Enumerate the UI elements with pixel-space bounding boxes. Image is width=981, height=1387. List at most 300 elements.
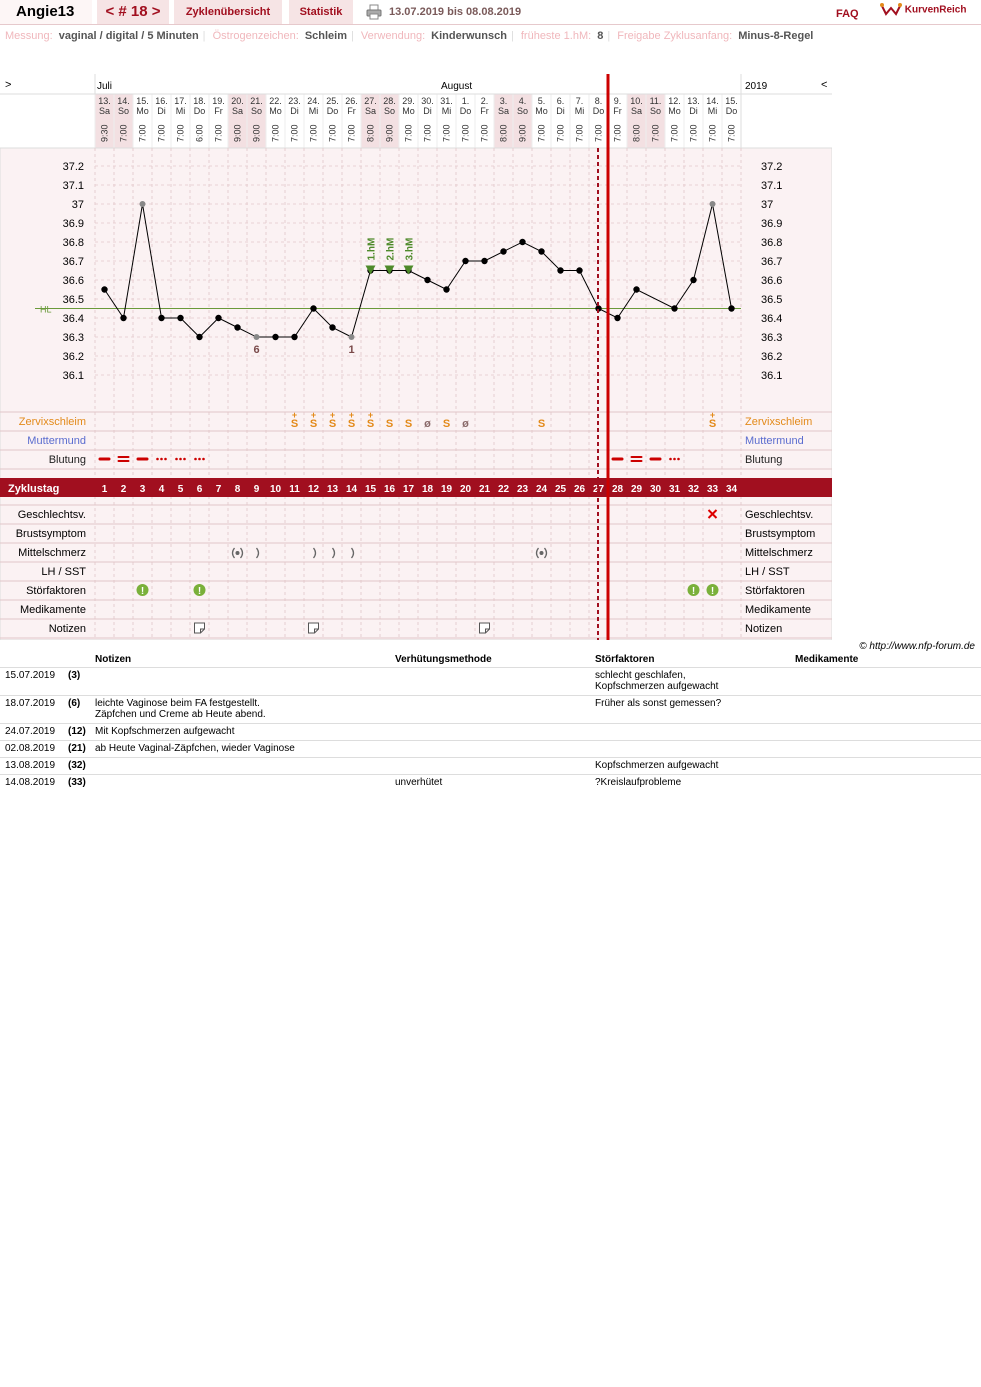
- meta-key: Freigabe Zyklusanfang:: [617, 30, 733, 42]
- day-weekday: Do: [326, 106, 339, 116]
- y-tick-left: 36.9: [62, 218, 84, 230]
- cervix-symbol: S: [442, 418, 451, 430]
- bleeding-spot: [179, 458, 182, 461]
- cervix-symbol: ø: [424, 418, 431, 430]
- cycle-day-number: 21: [478, 484, 491, 495]
- cycle-day-number: 5: [177, 484, 184, 495]
- day-weekday: Mi: [175, 106, 186, 116]
- top-bar: [0, 0, 981, 25]
- day-date: 25.: [326, 96, 339, 106]
- cycle-day-number: 14: [345, 484, 358, 495]
- day-date: 17.: [174, 96, 187, 106]
- day-date: 23.: [288, 96, 301, 106]
- note-stoer: ?Kreislaufprobleme: [595, 777, 682, 788]
- notes-header: Notizen: [95, 654, 132, 665]
- temperature-point: [329, 324, 335, 330]
- cycle-day-number: 31: [668, 484, 681, 495]
- day-time: 7:00: [441, 124, 452, 142]
- cycle-day-number: 29: [630, 484, 643, 495]
- day-time: 7:00: [536, 124, 547, 142]
- day-time: 9:00: [517, 124, 528, 142]
- day-date: 16.: [155, 96, 168, 106]
- logo[interactable]: [880, 2, 966, 18]
- row-label-left: Mittelschmerz: [18, 547, 86, 559]
- day-time: 7:00: [707, 124, 718, 142]
- row-label-right: Zervixschleim: [745, 416, 813, 428]
- meta-value: 8: [597, 30, 604, 42]
- bleeding-heavy: [631, 460, 643, 462]
- note-cycle-day: (33): [68, 777, 86, 788]
- y-tick-left: 36.7: [62, 256, 84, 268]
- tab-statistik[interactable]: Statistik: [289, 0, 353, 24]
- cycle-day-number: 28: [611, 484, 624, 495]
- day-weekday: Di: [689, 106, 698, 116]
- header-right: [741, 94, 832, 148]
- day-time: 8:00: [365, 124, 376, 142]
- day-time: 7:00: [688, 124, 699, 142]
- y-tick-left: 36.5: [62, 294, 84, 306]
- cycle-day-number: 20: [459, 484, 472, 495]
- temperature-point: [424, 277, 430, 283]
- note-stoer: schlecht geschlafen, Kopfschmerzen aufgewacht: [595, 670, 719, 692]
- day-date: 27.: [364, 96, 377, 106]
- bleeding-spot: [194, 458, 197, 461]
- cervix-symbol: S: [537, 418, 546, 430]
- bleeding-spot: [175, 458, 178, 461]
- temperature-point: [519, 239, 525, 245]
- excluded-temperature-point: [710, 201, 716, 207]
- excluded-temperature-point: [140, 201, 146, 207]
- cervix-plus: +: [329, 410, 336, 420]
- cervix-plus: +: [709, 410, 716, 420]
- day-time: 7:00: [175, 124, 186, 142]
- temperature-point: [557, 267, 563, 273]
- pain-icon: [236, 551, 240, 555]
- temperature-point: [101, 286, 107, 292]
- y-tick-left: 36.1: [62, 370, 84, 382]
- day-weekday: Di: [290, 106, 299, 116]
- day-weekday: So: [117, 106, 130, 116]
- month-label: Juli: [97, 81, 113, 92]
- note-date: 14.08.2019: [5, 777, 56, 788]
- cycle-day-number: 19: [440, 484, 453, 495]
- day-weekday: Mo: [668, 106, 681, 116]
- notes-row: [0, 774, 981, 792]
- y-tick-right: 36.5: [761, 294, 783, 306]
- day-time: 8:00: [631, 124, 642, 142]
- day-weekday: Sa: [364, 106, 377, 116]
- cervix-symbol: S: [366, 418, 375, 430]
- y-tick-left: 36.4: [62, 313, 84, 325]
- cervix-plus: +: [310, 410, 317, 420]
- day-weekday: Mo: [269, 106, 282, 116]
- temperature-point: [633, 286, 639, 292]
- day-date: 30.: [421, 96, 434, 106]
- y-tick-left: 37.1: [62, 180, 84, 192]
- cycle-day-number: 33: [706, 484, 719, 495]
- hm-label: 1.hM: [366, 237, 378, 261]
- day-time: 9:00: [251, 124, 262, 142]
- temperature-point: [310, 305, 316, 311]
- notes-row: [0, 695, 981, 724]
- meta-key: Verwendung:: [360, 30, 426, 42]
- logo-icon: [880, 2, 902, 18]
- meta-value: vaginal / digital / 5 Minuten: [58, 30, 199, 42]
- notes-row: [0, 723, 981, 741]
- temperature-point: [196, 334, 202, 340]
- day-weekday: Do: [459, 106, 472, 116]
- day-date: 28.: [383, 96, 396, 106]
- bleeding-medium: [650, 458, 662, 461]
- day-date: 3.: [499, 96, 508, 106]
- row-label-left: Notizen: [48, 623, 86, 635]
- day-weekday: So: [649, 106, 662, 116]
- cycle-day-number: 26: [573, 484, 586, 495]
- day-date: 13.: [98, 96, 111, 106]
- bleeding-spot: [202, 458, 205, 461]
- cycle-day-number: 1: [101, 484, 108, 495]
- day-weekday: Sa: [98, 106, 111, 116]
- row-label-right: Medikamente: [745, 604, 812, 616]
- day-weekday: Fr: [214, 106, 223, 116]
- day-time: 7:00: [213, 124, 224, 142]
- header-left: [0, 94, 95, 148]
- med-header: Medikamente: [795, 654, 859, 665]
- cervix-symbol: S: [385, 418, 394, 430]
- row-label-left: Zervixschleim: [18, 416, 86, 428]
- day-weekday: Di: [423, 106, 432, 116]
- day-time: 7:00: [612, 124, 623, 142]
- stoer-header: Störfaktoren: [595, 654, 655, 665]
- day-date: 15.: [725, 96, 738, 106]
- day-date: 11.: [649, 96, 662, 106]
- day-date: 4.: [518, 96, 527, 106]
- cycle-day-number: 27: [592, 484, 605, 495]
- note-stoer: Kopfschmerzen aufgewacht: [595, 760, 719, 771]
- day-date: 24.: [307, 96, 320, 106]
- day-time: 7:00: [479, 124, 490, 142]
- day-weekday: Sa: [630, 106, 643, 116]
- hm-label: 2.hM: [385, 237, 397, 261]
- cervix-symbol: S: [328, 418, 337, 430]
- y-tick-left: 36.3: [62, 332, 84, 344]
- y-tick-right: 36.4: [761, 313, 783, 325]
- day-weekday: Do: [193, 106, 206, 116]
- cycle-day-number: 15: [364, 484, 377, 495]
- row-label-left: Muttermund: [27, 435, 86, 447]
- cycle-day-number: 11: [289, 484, 300, 495]
- day-date: 1.: [461, 96, 470, 106]
- row-label-right: Muttermund: [745, 435, 804, 447]
- cervix-symbol: S: [708, 418, 717, 430]
- note-date: 02.08.2019: [5, 743, 56, 754]
- day-weekday: Do: [725, 106, 738, 116]
- exclamation-mark: !: [710, 586, 715, 597]
- y-tick-left: 36.2: [62, 351, 84, 363]
- bleeding-heavy: [118, 460, 130, 462]
- temperature-point: [728, 305, 734, 311]
- day-weekday: Mi: [574, 106, 585, 116]
- cycle-day-number: 7: [215, 484, 222, 495]
- meta-key: Messung:: [5, 30, 53, 42]
- cycle-day-number: 2: [120, 484, 127, 495]
- month-label: August: [441, 81, 473, 92]
- row-label-right: Notizen: [745, 623, 783, 635]
- y-tick-right: 36.3: [761, 332, 783, 344]
- day-date: 29.: [402, 96, 415, 106]
- day-weekday: Mo: [535, 106, 548, 116]
- nav-next: <: [821, 79, 828, 91]
- day-date: 9.: [613, 96, 622, 106]
- meta-value: Kinderwunsch: [431, 30, 507, 42]
- cycle-chart: [0, 74, 832, 640]
- day-time: 7:00: [118, 124, 129, 142]
- bleeding-heavy: [631, 456, 643, 458]
- cervix-plus: +: [348, 410, 355, 420]
- temperature-point: [690, 277, 696, 283]
- row-label-right: Brustsymptom: [745, 528, 816, 540]
- note-date: 13.08.2019: [5, 760, 56, 771]
- bleeding-spot: [164, 458, 167, 461]
- temperature-point: [614, 315, 620, 321]
- day-time: 8:00: [498, 124, 509, 142]
- note-text: leichte Vaginose beim FA festgestellt. Zäpfchen und Creme ab Heute abend.: [95, 698, 266, 720]
- day-weekday: Mi: [441, 106, 452, 116]
- day-time: 9:00: [232, 124, 243, 142]
- cycle-day-number: 13: [326, 484, 339, 495]
- cycle-day-number: 34: [725, 484, 738, 495]
- day-date: 5.: [537, 96, 546, 106]
- measurement-info: Messung: vaginal / digital / 5 Minuten | Östrogenzeichen: Schleim | Verwendung: Kinderwunsch | früheste 1.hM: 8 | Freigabe Zyklusanfang: Minus-8-Regel: [5, 30, 814, 42]
- temperature-point: [462, 258, 468, 264]
- day-time: 7:00: [574, 124, 585, 142]
- day-weekday: Fr: [480, 106, 489, 116]
- row-label-right: Blutung: [745, 454, 783, 466]
- row-label-left: Störfaktoren: [26, 585, 86, 597]
- excluded-temperature-point: [349, 334, 355, 340]
- day-date: 14.: [117, 96, 130, 106]
- exclamation-mark: !: [691, 586, 696, 597]
- note-date: 18.07.2019: [5, 698, 56, 709]
- note-text: ab Heute Vaginal-Zäpfchen, wieder Vaginose: [95, 743, 295, 754]
- day-date: 7.: [575, 96, 584, 106]
- cervix-symbol: S: [404, 418, 413, 430]
- day-date: 26.: [345, 96, 358, 106]
- cycle-navigator[interactable]: < # 18 >: [97, 0, 169, 24]
- day-weekday: Di: [556, 106, 565, 116]
- day-weekday: Mo: [402, 106, 415, 116]
- bleeding-spot: [160, 458, 163, 461]
- y-tick-right: 36.7: [761, 256, 783, 268]
- printer-icon[interactable]: [366, 4, 382, 20]
- exclamation-mark: !: [140, 586, 145, 597]
- note-cycle-day: (12): [68, 726, 86, 737]
- row-label-right: Störfaktoren: [745, 585, 805, 597]
- y-tick-left: 36.6: [62, 275, 84, 287]
- day-date: 12.: [668, 96, 681, 106]
- bleeding-spot: [183, 458, 186, 461]
- cervix-symbol: S: [309, 418, 318, 430]
- note-cycle-day: (21): [68, 743, 86, 754]
- exclamation-mark: !: [197, 586, 202, 597]
- note-date: 15.07.2019: [5, 670, 56, 681]
- low-temp-label: 1: [348, 344, 355, 356]
- day-date: 14.: [706, 96, 719, 106]
- day-weekday: Fr: [613, 106, 622, 116]
- day-time: 7:00: [346, 124, 357, 142]
- row-label-right: LH / SST: [745, 566, 790, 578]
- temperature-point: [443, 286, 449, 292]
- cycle-day-number: 12: [307, 484, 320, 495]
- day-date: 31.: [440, 96, 453, 106]
- bleeding-medium: [99, 458, 111, 461]
- day-weekday: Mi: [707, 106, 718, 116]
- bleeding-medium: [612, 458, 624, 461]
- y-tick-right: 37: [761, 199, 774, 211]
- logo-text: KurvenReich: [904, 4, 967, 16]
- day-time: 6:00: [194, 124, 205, 142]
- y-tick-right: 36.8: [761, 237, 783, 249]
- hm-label: 3.hM: [404, 237, 416, 261]
- cycle-day-number: 17: [402, 484, 415, 495]
- y-tick-left: 36.8: [62, 237, 84, 249]
- temperature-point: [120, 315, 126, 321]
- notes-row: [0, 740, 981, 758]
- day-weekday: Di: [157, 106, 166, 116]
- day-weekday: So: [250, 106, 263, 116]
- meta-value: Schleim: [304, 30, 347, 42]
- cycle-day-number: 24: [535, 484, 548, 495]
- temperature-point: [576, 267, 582, 273]
- row-label-right: Mittelschmerz: [745, 547, 813, 559]
- temperature-point: [481, 258, 487, 264]
- row-label-left: LH / SST: [41, 566, 86, 578]
- y-tick-right: 36.2: [761, 351, 783, 363]
- cervix-symbol: ø: [462, 418, 469, 430]
- note-cycle-day: (3): [68, 670, 81, 681]
- day-time: 7:00: [726, 124, 737, 142]
- cycle-day-label: Zyklustag: [8, 483, 60, 495]
- day-weekday: Sa: [497, 106, 510, 116]
- day-time: 7:00: [270, 124, 281, 142]
- day-time: 7:00: [327, 124, 338, 142]
- note-text: Mit Kopfschmerzen aufgewacht: [95, 726, 235, 737]
- day-time: 7:00: [137, 124, 148, 142]
- note-cycle-day: (32): [68, 760, 86, 771]
- day-weekday: So: [383, 106, 396, 116]
- meta-key: Östrogenzeichen:: [212, 30, 299, 42]
- cycle-day-number: 23: [516, 484, 529, 495]
- day-weekday: Mi: [308, 106, 319, 116]
- temperature-point: [272, 334, 278, 340]
- day-time: 7:00: [593, 124, 604, 142]
- day-weekday: Do: [592, 106, 605, 116]
- day-weekday: Mo: [136, 106, 149, 116]
- day-time: 7:00: [308, 124, 319, 142]
- bleeding-medium: [137, 458, 149, 461]
- day-time: 7:00: [422, 124, 433, 142]
- bleeding-spot: [669, 458, 672, 461]
- day-date: 8.: [594, 96, 603, 106]
- y-tick-right: 36.9: [761, 218, 783, 230]
- day-time: 7:00: [460, 124, 471, 142]
- cycle-day-number: 32: [687, 484, 700, 495]
- day-date: 13.: [687, 96, 700, 106]
- day-time: 7:00: [555, 124, 566, 142]
- cycle-day-number: 3: [139, 484, 146, 495]
- meta-value: Minus-8-Regel: [738, 30, 814, 42]
- day-time: 9:30: [99, 124, 110, 142]
- temperature-point: [158, 315, 164, 321]
- meta-key: früheste 1.hM:: [520, 30, 592, 42]
- cycle-day-number: 4: [158, 484, 165, 495]
- y-tick-left: 37.2: [62, 161, 84, 173]
- y-tick-right: 36.1: [761, 370, 783, 382]
- low-temp-label: 6: [253, 344, 260, 356]
- temperature-point: [500, 248, 506, 254]
- day-date: 10.: [630, 96, 643, 106]
- temperature-point: [538, 248, 544, 254]
- tab-zyklenuebersicht[interactable]: Zyklenübersicht: [174, 0, 282, 24]
- day-time: 9:00: [384, 124, 395, 142]
- cervix-symbol: S: [347, 418, 356, 430]
- cycle-day-number: 8: [234, 484, 241, 495]
- hl-label: HL: [40, 304, 52, 315]
- cycle-day-number: 18: [421, 484, 434, 495]
- row-label-left: Blutung: [48, 454, 86, 466]
- row-label-left: Brustsymptom: [15, 528, 86, 540]
- chart-background: [0, 74, 832, 640]
- month-row: [0, 74, 832, 94]
- bleeding-heavy: [118, 456, 130, 458]
- username: Angie13: [0, 0, 92, 24]
- row-label-left: Geschlechtsv.: [17, 509, 86, 521]
- note-cycle-day: (6): [68, 698, 81, 709]
- bleeding-spot: [677, 458, 680, 461]
- y-tick-left: 37: [71, 199, 84, 211]
- excluded-temperature-point: [254, 334, 260, 340]
- cervix-plus: +: [291, 410, 298, 420]
- row-label-right: Geschlechtsv.: [745, 509, 814, 521]
- bleeding-spot: [673, 458, 676, 461]
- day-weekday: So: [516, 106, 529, 116]
- day-date: 22.: [269, 96, 282, 106]
- day-time: 7:00: [156, 124, 167, 142]
- day-time: 7:00: [669, 124, 680, 142]
- month-label: 2019: [745, 81, 768, 92]
- day-weekday: Fr: [347, 106, 356, 116]
- cycle-day-number: 22: [497, 484, 510, 495]
- note-date: 24.07.2019: [5, 726, 56, 737]
- date-range: 13.07.2019 bis 08.08.2019: [389, 6, 522, 18]
- method-header: Verhütungsmethode: [395, 654, 492, 665]
- day-date: 20.: [231, 96, 244, 106]
- bleeding-spot: [156, 458, 159, 461]
- day-time: 7:00: [650, 124, 661, 142]
- cycle-day-number: 16: [383, 484, 396, 495]
- day-date: 15.: [136, 96, 149, 106]
- pain-icon: [540, 551, 544, 555]
- temperature-point: [291, 334, 297, 340]
- temperature-point: [177, 315, 183, 321]
- temperature-point: [671, 305, 677, 311]
- faq-link[interactable]: FAQ: [836, 8, 859, 20]
- note-method: unverhütet: [395, 777, 443, 788]
- bleeding-spot: [198, 458, 201, 461]
- cervix-symbol: S: [290, 418, 299, 430]
- row-label-left: Medikamente: [19, 604, 86, 616]
- temperature-point: [234, 324, 240, 330]
